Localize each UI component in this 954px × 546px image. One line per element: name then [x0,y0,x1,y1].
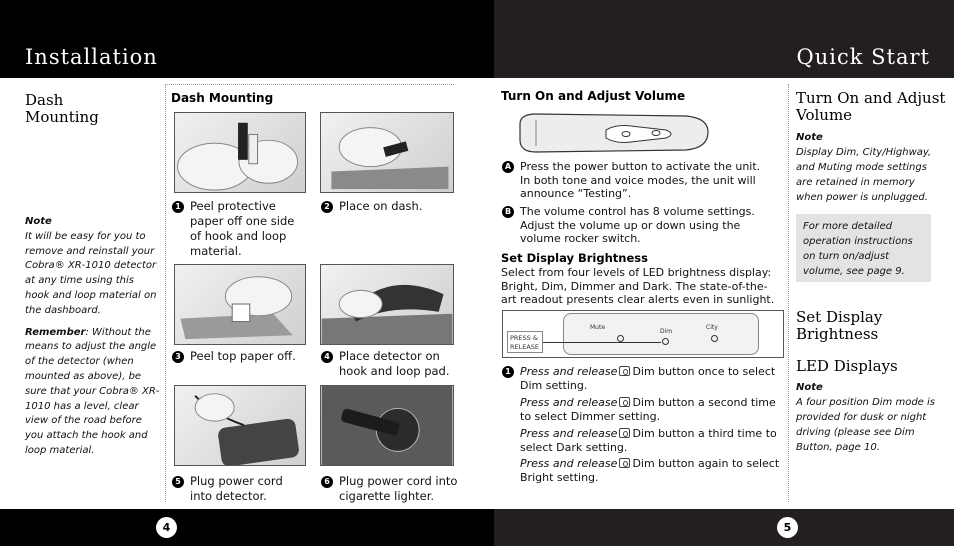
city-button-label: City [706,324,718,331]
volume-item-b [502,205,772,246]
right-sidebar-heading-led: LED Displays [796,357,898,375]
step-3 [172,349,302,364]
control-panel [563,313,759,355]
brightness-item-4-text: Dim button again to select Bright setting. [520,457,780,484]
page-number-right: 5 [777,517,798,538]
dim-button-icon [619,458,630,468]
column-divider-right [788,84,789,502]
remember-text: : Without the means to adjust the angle of the detector (when mounted as above), be sure that your Cobra® XR-1010 has a level, clear view of the road before you attach the hook and loop material. [25,326,160,456]
left-sidebar-heading: Dash Mounting [25,91,99,126]
volume-item-b-marker: B [502,206,514,218]
brightness-item-1-text: Dim button once to select Dim setting. [520,365,776,392]
dash-mounting-heading: Dash Mounting [171,91,274,105]
step-1-text: Peel protective paper off one side of hook and loop material. [190,199,295,258]
page-title-left: Installation [25,45,158,69]
step-2 [321,199,453,214]
step-4-text: Place detector on hook and loop pad. [339,349,450,378]
right-note-1 [796,130,936,205]
photo-place-on-dash [320,112,454,193]
note-label: Note [796,382,823,393]
callout-line [543,342,661,343]
photo-peel-top-paper [174,264,306,345]
footer-left [0,509,494,546]
step-4-number: 4 [321,351,333,363]
brightness-intro: Select from four levels of LED brightness display: Bright, Dim, Dimmer and Dark. The state-of-the-art readout presents clear alerts even in sunlight. [501,266,775,306]
press-release-text: Press and release [520,365,618,378]
press-release-text: Press and release [520,457,618,470]
press-release-text: Press and release [520,396,618,409]
right-note-2 [796,380,936,455]
step-6-text: Plug power cord into cigarette lighter. [339,474,458,503]
step-3-text: Peel top paper off. [190,349,296,363]
header-left [0,0,494,78]
dim-button-icon [619,366,630,376]
step-2-number: 2 [321,201,333,213]
photo-place-detector [320,264,454,345]
page-number-left: 4 [156,517,177,538]
step-6-number: 6 [321,476,333,488]
step-6 [321,474,461,504]
header-right [494,0,954,78]
step-2-text: Place on dash. [339,199,423,213]
press-release-text: Press and release [520,427,618,440]
step-3-number: 3 [172,351,184,363]
photo-peel-protective-paper [174,112,306,193]
volume-item-a [502,160,772,201]
brightness-item-1 [502,365,782,392]
brightness-item-4 [502,457,782,484]
footer-right [494,509,954,546]
press-release-label: PRESS & RELEASE [507,331,543,353]
step-4 [321,349,453,379]
dim-button-icon [619,428,630,438]
brightness-item-3 [502,427,782,454]
volume-item-b-text: The volume control has 8 volume settings. Adjust the volume up or down using the volume rocker switch. [520,205,755,245]
right-note-1-text: Display Dim, City/Highway, and Muting mode settings are retained in memory when power is unplugged. [796,147,932,203]
remember-label: Remember [25,326,86,338]
dim-button-icon [662,338,669,345]
right-sidebar-heading-brightness: Set Display Brightness [796,308,883,343]
dim-button-label: Dim [660,328,673,335]
step-1-number: 1 [172,201,184,213]
step-5 [172,474,302,504]
mute-button-icon [617,335,624,342]
column-top-rule [165,84,454,85]
note-label: Note [796,132,823,143]
volume-heading: Turn On and Adjust Volume [501,89,686,103]
reference-box: For more detailed operation instructions on turn on/adjust volume, see page 9. [796,214,931,282]
photo-plug-into-detector [174,385,306,466]
step-1 [172,199,302,259]
brightness-item-1-number: 1 [502,366,514,378]
brightness-heading: Set Display Brightness [501,251,648,265]
brightness-item-2-text: Dim button a second time to select Dimmer setting. [520,396,776,423]
dim-button-icon [619,397,630,407]
left-sidebar-notes [25,215,161,459]
right-sidebar-heading-volume: Turn On and Adjust Volume [796,89,946,124]
step-5-text: Plug power cord into detector. [190,474,283,503]
photo-plug-into-lighter [320,385,454,466]
right-note-2-text: A four position Dim mode is provided for dusk or night driving (please see Dim Button, page 10. [796,397,935,453]
column-divider-left [165,84,166,502]
step-5-number: 5 [172,476,184,488]
volume-item-a-text: Press the power button to activate the unit. In both tone and voice modes, the unit will announce “Testing”. [520,160,761,200]
brightness-item-3-text: Dim button a third time to select Dark setting. [520,427,777,454]
volume-item-a-marker: A [502,161,514,173]
device-top-illustration [516,110,710,156]
city-button-icon [711,335,718,342]
note-text: It will be easy for you to remove and reinstall your Cobra® XR-1010 detector at any time using this hook and loop material on the dashboard. [25,230,157,316]
brightness-item-2 [502,396,782,423]
dim-panel-illustration [502,310,784,358]
mute-button-label: Mute [590,324,606,331]
page-title-right: Quick Start [796,45,930,69]
note-label: Note [25,216,52,227]
